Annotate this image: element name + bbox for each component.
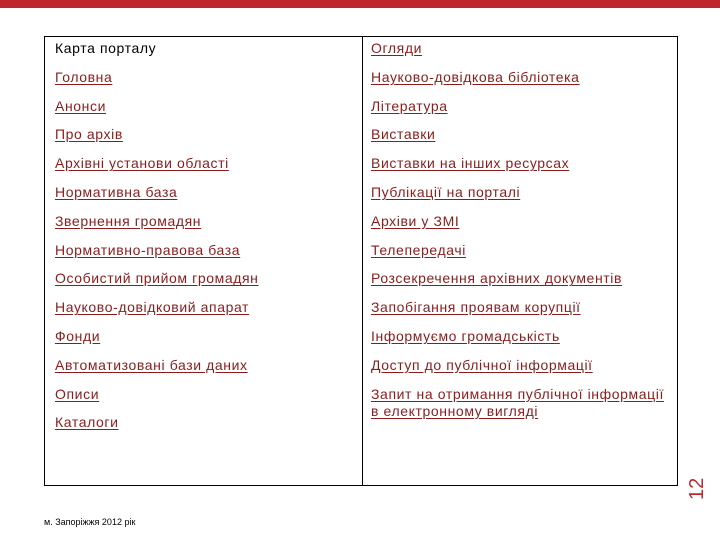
link-announcements[interactable]: Анонси <box>55 97 107 114</box>
link-citizen-appeals[interactable]: Звернення громадян <box>55 212 202 229</box>
link-regulatory-base[interactable]: Нормативна база <box>55 183 178 200</box>
link-public-access[interactable]: Доступ до публічної інформації <box>371 356 593 373</box>
sitemap-left-column <box>55 40 355 443</box>
link-external-exhibitions[interactable]: Виставки на інших ресурсах <box>371 155 570 172</box>
link-exhibitions[interactable]: Виставки <box>371 126 436 143</box>
link-library[interactable]: Науково-довідкова бібліотека <box>371 68 580 85</box>
link-inventories[interactable]: Описи <box>55 385 100 402</box>
link-legal-base[interactable]: Нормативно-правова база <box>55 241 241 258</box>
link-tv-programs[interactable]: Телепередачі <box>371 241 466 258</box>
link-home[interactable]: Головна <box>55 68 113 85</box>
link-about-archive[interactable]: Про архів <box>55 126 123 143</box>
link-public-info-request[interactable]: Запит на отримання публічної інформації в електронному вигляді <box>371 385 664 419</box>
link-personal-reception[interactable]: Особистий прийом громадян <box>55 270 259 287</box>
top-accent-bar <box>0 0 720 8</box>
sitemap-title: Карта порталу <box>55 40 157 56</box>
link-portal-publications[interactable]: Публікації на порталі <box>371 183 521 200</box>
column-divider <box>362 36 363 486</box>
link-reference-apparatus[interactable]: Науково-довідковий апарат <box>55 299 250 316</box>
footer-caption: м. Запоріжжя 2012 рік <box>44 517 136 527</box>
link-declassification[interactable]: Розсекречення архівних документів <box>371 270 623 287</box>
link-catalogs[interactable]: Каталоги <box>55 414 119 431</box>
sitemap-right-column <box>371 40 671 426</box>
link-anti-corruption[interactable]: Запобігання проявам корупції <box>371 299 581 316</box>
page-number: 12 <box>686 477 708 500</box>
link-literature[interactable]: Література <box>371 97 448 114</box>
link-reviews[interactable]: Огляди <box>371 40 423 56</box>
link-fonds[interactable]: Фонди <box>55 327 101 344</box>
link-databases[interactable]: Автоматизовані бази даних <box>55 356 248 373</box>
link-regional-archives[interactable]: Архівні установи області <box>55 155 229 172</box>
link-archives-in-media[interactable]: Архіви у ЗМІ <box>371 212 460 229</box>
link-public-info[interactable]: Інформуємо громадськість <box>371 327 560 344</box>
